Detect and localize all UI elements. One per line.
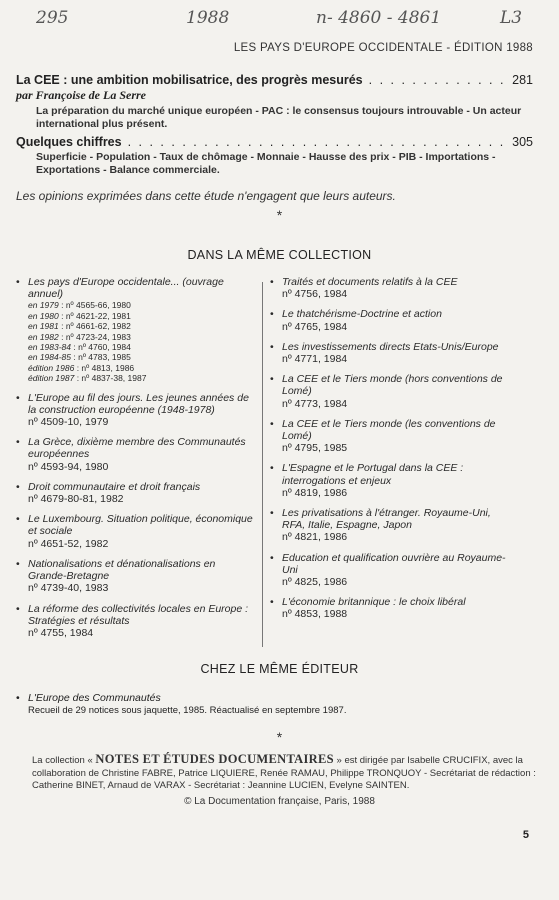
bullet: • bbox=[270, 373, 274, 386]
publication-title: Le Luxembourg. Situation politique, économique et sociale bbox=[28, 513, 253, 538]
publication-title: Les investissements directs Etats-Unis/Europe bbox=[282, 340, 499, 353]
list-item bbox=[16, 513, 254, 550]
publication-number: nº 4819, 1986 bbox=[282, 486, 348, 499]
edition-line: en 1981 : nº 4661-62, 1982 bbox=[28, 321, 131, 332]
list-item bbox=[270, 507, 510, 544]
publication-number: nº 4821, 1986 bbox=[282, 531, 348, 544]
toc-entry bbox=[16, 73, 533, 131]
publication-title: Droit communautaire et droit français bbox=[28, 480, 201, 493]
list-item bbox=[270, 596, 510, 620]
bullet: • bbox=[270, 340, 274, 353]
list-item bbox=[16, 481, 254, 505]
publication-title: Les pays d'Europe occidentale... (ouvrage annuel) bbox=[28, 276, 224, 301]
toc-author: par Françoise de La Serre bbox=[16, 88, 146, 102]
list-item bbox=[16, 436, 254, 473]
publication-title: La réforme des collectivités locales en Europe : Stratégies et résultats bbox=[28, 602, 249, 627]
toc-title: Quelques chiffres bbox=[16, 135, 122, 149]
bullet: • bbox=[270, 308, 274, 321]
list-item bbox=[270, 418, 510, 455]
list-item bbox=[270, 308, 510, 332]
credits bbox=[32, 753, 542, 793]
editeur-heading: CHEZ LE MÊME ÉDITEUR bbox=[200, 662, 359, 676]
edition-line: en 1983-84 : nº 4760, 1984 bbox=[28, 342, 131, 353]
toc-title: La CEE : une ambition mobilisatrice, des progrès mesurés bbox=[16, 73, 363, 87]
bullet: • bbox=[16, 692, 20, 704]
separator-star: * bbox=[276, 207, 283, 223]
publication-title: L'économie britannique : le choix libéral bbox=[282, 596, 466, 609]
bullet: • bbox=[16, 513, 20, 526]
collection-heading: DANS LA MÊME COLLECTION bbox=[187, 248, 372, 262]
list-item bbox=[270, 552, 510, 589]
list-item bbox=[16, 692, 536, 705]
publication-number: nº 4509-10, 1979 bbox=[28, 416, 109, 429]
toc-entry bbox=[16, 135, 533, 177]
collection-left-column bbox=[16, 276, 254, 647]
bullet: • bbox=[16, 480, 20, 493]
publication-number: nº 4765, 1984 bbox=[282, 320, 348, 333]
publication-title: L'Europe des Communautés bbox=[28, 692, 161, 704]
bullet: • bbox=[16, 276, 20, 288]
list-item bbox=[16, 558, 254, 595]
bullet: • bbox=[270, 462, 274, 475]
edition-line: en 1982 : nº 4723-24, 1983 bbox=[28, 331, 131, 342]
publication-title: L'Espagne et le Portugal dans la CEE : interrogations et enjeux bbox=[282, 462, 464, 487]
edition-line: en 1980 : nº 4621-22, 1981 bbox=[28, 310, 131, 321]
bullet: • bbox=[16, 557, 20, 570]
list-item bbox=[270, 373, 510, 410]
list-item bbox=[270, 341, 510, 365]
publication-number: nº 4739-40, 1983 bbox=[28, 582, 109, 595]
list-item bbox=[270, 276, 510, 300]
bullet: • bbox=[270, 276, 274, 288]
publication-number: nº 4771, 1984 bbox=[282, 353, 348, 366]
separator-star: * bbox=[276, 729, 283, 745]
list-item bbox=[270, 462, 510, 499]
credits-pre: La collection « bbox=[32, 755, 96, 766]
publication-title: L'Europe au fil des jours. Les jeunes années de la construction européenne (1948-1978) bbox=[28, 391, 249, 416]
publication-number: nº 4755, 1984 bbox=[28, 626, 94, 639]
page-number: 5 bbox=[522, 829, 529, 841]
list-item bbox=[16, 392, 254, 429]
handwritten-note-3: n- 4860 - 4861 bbox=[316, 8, 442, 28]
bullet: • bbox=[270, 507, 274, 520]
publication-title: Nationalisations et dénationalisations en Grande-Bretagne bbox=[28, 557, 216, 583]
publication-title: La CEE et le Tiers monde (les conventions de Lomé) bbox=[282, 417, 496, 443]
list-item bbox=[16, 603, 254, 640]
publication-number: nº 4795, 1985 bbox=[282, 442, 348, 455]
publication-title: La CEE et le Tiers monde (hors conventions de Lomé) bbox=[282, 373, 503, 398]
edition-line: édition 1986 : nº 4813, 1986 bbox=[28, 362, 135, 373]
handwritten-note-1: 295 bbox=[36, 8, 69, 28]
column-divider bbox=[262, 282, 263, 647]
edition-line: en 1984-85 : nº 4783, 1985 bbox=[28, 352, 131, 363]
publication-title: Le thatchérisme-Doctrine et action bbox=[282, 308, 442, 321]
editeur-item bbox=[16, 692, 536, 717]
publication-number: nº 4756, 1984 bbox=[282, 288, 348, 301]
edition-line: en 1979 : nº 4565-66, 1980 bbox=[28, 300, 131, 311]
handwritten-note-2: 1988 bbox=[186, 8, 230, 28]
toc-leader bbox=[128, 135, 507, 149]
toc-page: 305 bbox=[512, 135, 533, 149]
publication-description: Recueil de 29 notices sous jaquette, 1985. Réactualisé en septembre 1987. bbox=[28, 704, 347, 716]
publication-number: nº 4679-80-81, 1982 bbox=[28, 493, 124, 506]
bullet: • bbox=[270, 551, 274, 564]
bullet: • bbox=[16, 602, 20, 615]
toc-page: 281 bbox=[512, 73, 533, 87]
list-item bbox=[16, 276, 254, 384]
bullet: • bbox=[16, 391, 20, 404]
credits-post: » est dirigée par Isabelle CRUCIFIX, avec la collaboration de Christine FABRE, Patrice LIQUIERE, Renée RAMAU, Philippe TRONQUOY - Secrétariat de rédaction : Catherine BINET, Arnaud de VARAX - Secrétariat : Jeannine LUCIEN, Evelyne SAINTEN. bbox=[32, 755, 536, 791]
edition-line: édition 1987 : nº 4837-38, 1987 bbox=[28, 373, 147, 384]
publication-number: nº 4593-94, 1980 bbox=[28, 460, 109, 473]
bullet: • bbox=[16, 436, 20, 449]
publication-title: Education et qualification ouvrière au Royaume-Uni bbox=[282, 551, 506, 576]
collection-right-column bbox=[270, 276, 510, 629]
publication-number: nº 4853, 1988 bbox=[282, 608, 348, 621]
copyright: © La Documentation française, Paris, 1988 bbox=[184, 796, 375, 807]
toc-description: Superficie - Population - Taux de chômage - Monnaie - Hausse des prix - PIB - Importations - Exportations - Balance commerciale. bbox=[36, 151, 496, 176]
handwritten-note-4: L3 bbox=[500, 8, 523, 28]
publication-number: nº 4825, 1986 bbox=[282, 576, 348, 589]
toc-leader bbox=[369, 73, 507, 87]
publication-title: Traités et documents relatifs à la CEE bbox=[282, 276, 458, 288]
series-name: NOTES ET ÉTUDES DOCUMENTAIRES bbox=[95, 752, 334, 766]
bullet: • bbox=[270, 417, 274, 430]
publication-title: La Grèce, dixième membre des Communautés européennes bbox=[28, 436, 246, 461]
publication-number: nº 4773, 1984 bbox=[282, 397, 348, 410]
publication-number: nº 4651-52, 1982 bbox=[28, 537, 109, 550]
disclaimer: Les opinions exprimées dans cette étude n'engagent que leurs auteurs. bbox=[16, 189, 396, 203]
bullet: • bbox=[270, 596, 274, 609]
publication-title: Les privatisations à l'étranger. Royaume-Uni, RFA, Italie, Espagne, Japon bbox=[282, 507, 491, 532]
toc-description: La préparation du marché unique européen - PAC : le consensus toujours introuvable - Un acteur international plus présent. bbox=[36, 105, 522, 130]
running-head: LES PAYS D'EUROPE OCCIDENTALE - ÉDITION 1988 bbox=[233, 42, 533, 54]
